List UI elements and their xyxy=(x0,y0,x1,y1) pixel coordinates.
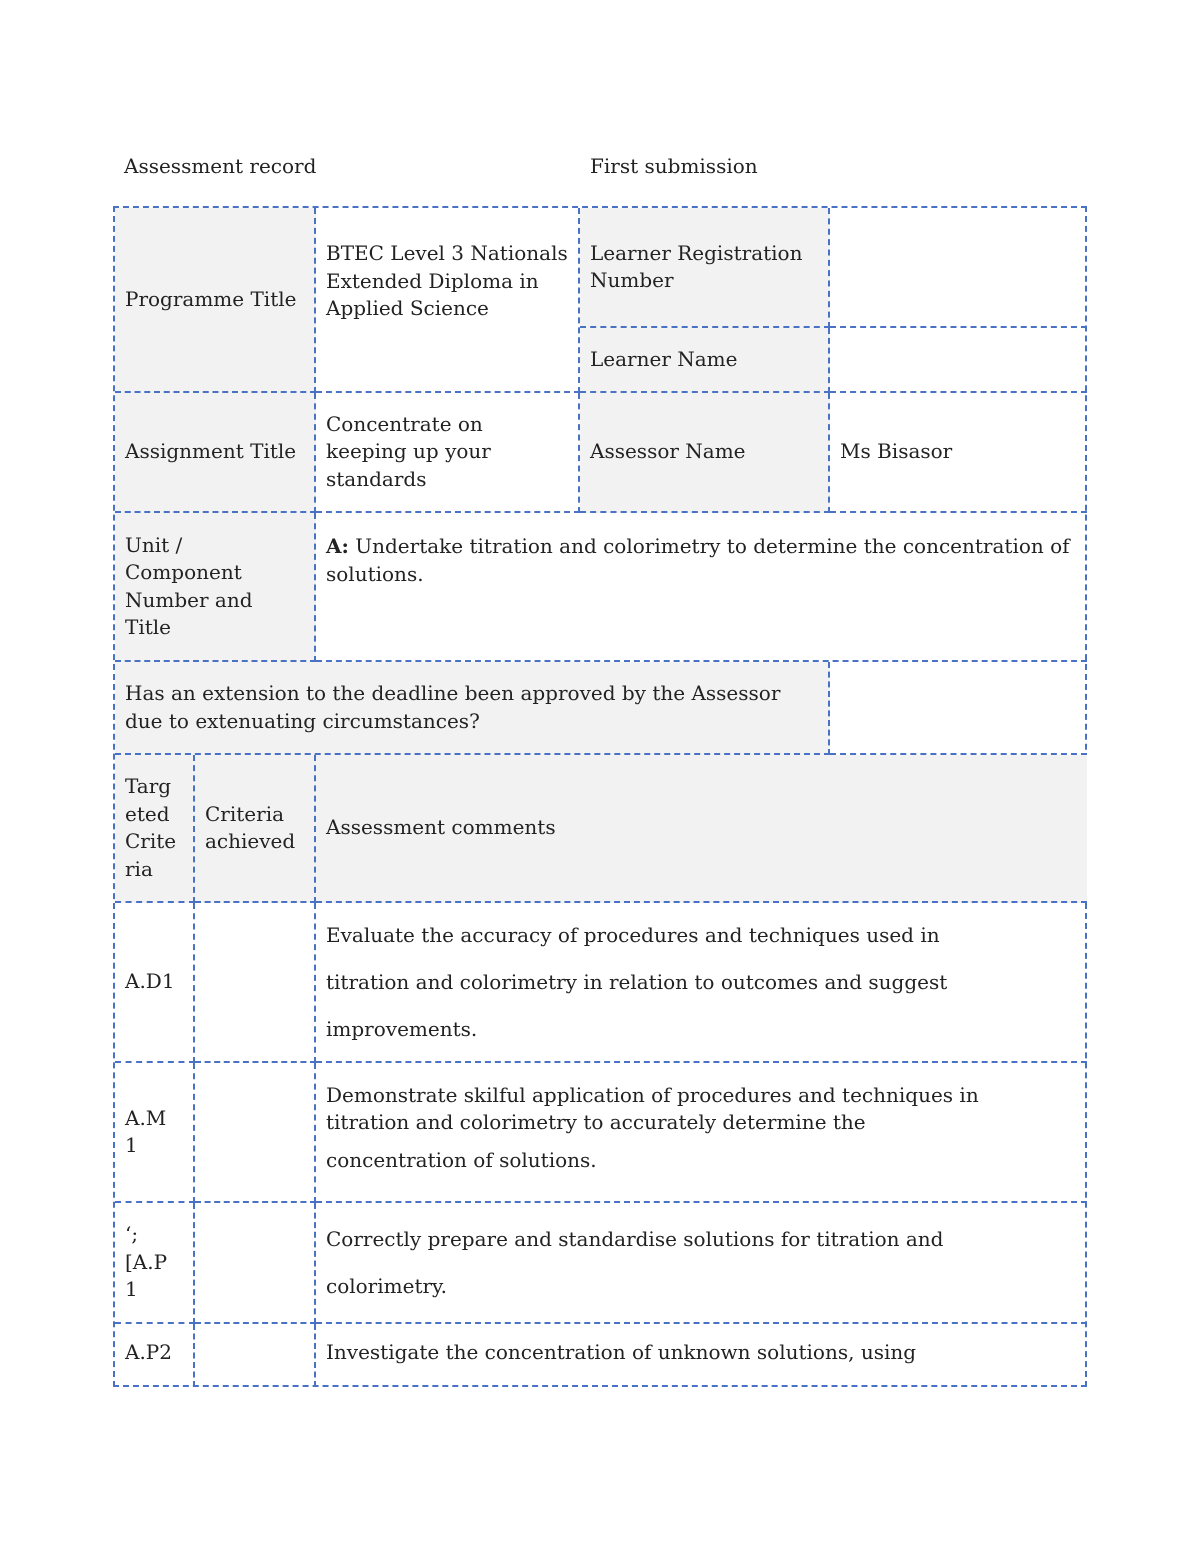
learner-registration-value-cell[interactable] xyxy=(830,208,1087,328)
criteria-comment-cell xyxy=(316,1203,1087,1324)
assessor-name-value: Ms Bisasor xyxy=(840,439,953,464)
criteria-comment-line: Demonstrate skilful application of procedures and techniques in xyxy=(326,1082,979,1107)
criteria-comment-line: improvements. xyxy=(326,1016,478,1041)
criteria-comment-cell xyxy=(316,1324,1087,1387)
assignment-title-value: Concentrate on keeping up your standards xyxy=(326,411,491,491)
assessment-comments-header: Assessment comments xyxy=(326,815,556,840)
assessment-comments-header-cell xyxy=(316,755,1087,903)
assessor-name-label: Assessor Name xyxy=(590,439,746,464)
unit-title: Undertake titration and colorimetry to determine the concentration of solutions. xyxy=(326,534,1070,586)
criteria-code-cell xyxy=(115,1324,195,1387)
criteria-code-cell xyxy=(115,1203,195,1324)
criteria-code: ‘; [A.P 1 xyxy=(125,1222,168,1302)
assignment-title-value-cell xyxy=(316,393,580,513)
unit-label-cell xyxy=(115,513,316,662)
criteria-comment-cell xyxy=(316,903,1087,1063)
criteria-achieved-header: Criteria achieved xyxy=(205,801,296,853)
unit-prefix: A: xyxy=(326,534,349,558)
assignment-title-label: Assignment Title xyxy=(125,439,297,464)
criteria-comment-line: Evaluate the accuracy of procedures and techniques used in xyxy=(326,922,940,947)
assignment-title-label-cell xyxy=(115,393,316,513)
criteria-code: A.M 1 xyxy=(125,1105,167,1157)
criteria-comment-line: concentration of solutions. xyxy=(326,1147,597,1172)
programme-title-value-cell xyxy=(316,208,580,393)
learner-registration-label: Learner Registration Number xyxy=(590,240,803,292)
criteria-achieved-cell[interactable] xyxy=(195,903,316,1063)
programme-title-label-cell xyxy=(115,208,316,393)
criteria-comment-line: titration and colorimetry to accurately determine the xyxy=(326,1110,866,1134)
criteria-comment-cell xyxy=(316,1063,1087,1203)
assessor-name-value-cell xyxy=(830,393,1087,513)
criteria-achieved-header-cell xyxy=(195,755,316,903)
extension-question-cell xyxy=(115,662,830,755)
unit-label: Unit / Component Number and Title xyxy=(125,532,253,639)
criteria-code: A.P2 xyxy=(125,1340,172,1364)
criteria-code: A.D1 xyxy=(125,969,175,994)
criteria-achieved-cell[interactable] xyxy=(195,1063,316,1203)
learner-name-label: Learner Name xyxy=(590,346,738,371)
learner-name-label-cell xyxy=(580,328,830,393)
extension-answer-cell[interactable] xyxy=(830,662,1087,755)
unit-value-cell xyxy=(316,513,1087,662)
learner-registration-label-cell xyxy=(580,208,830,328)
submission-type-heading: First submission xyxy=(590,154,758,178)
criteria-comment-line: titration and colorimetry in relation to outcomes and suggest xyxy=(326,969,948,994)
criteria-comment-line: colorimetry. xyxy=(326,1273,448,1298)
criteria-achieved-cell[interactable] xyxy=(195,1324,316,1387)
extension-question: Has an extension to the deadline been approved by the Assessor due to extenuating circumstances? xyxy=(125,681,781,733)
criteria-comment-line: Correctly prepare and standardise solutions for titration and xyxy=(326,1226,944,1251)
targeted-criteria-header-cell xyxy=(115,755,195,903)
assessment-record-table xyxy=(113,206,1087,1387)
programme-title-label: Programme Title xyxy=(125,286,297,311)
targeted-criteria-header: Targ eted Crite ria xyxy=(125,774,177,881)
assessment-record-heading: Assessment record xyxy=(124,154,317,178)
criteria-comment-line: Investigate the concentration of unknown solutions, using xyxy=(326,1340,917,1364)
criteria-code-cell xyxy=(115,1063,195,1203)
criteria-achieved-cell[interactable] xyxy=(195,1203,316,1324)
assessor-name-label-cell xyxy=(580,393,830,513)
programme-title-value: BTEC Level 3 Nationals Extended Diploma in Applied Science xyxy=(326,241,568,320)
criteria-code-cell xyxy=(115,903,195,1063)
unit-value xyxy=(326,533,1077,588)
learner-name-value-cell[interactable] xyxy=(830,328,1087,393)
